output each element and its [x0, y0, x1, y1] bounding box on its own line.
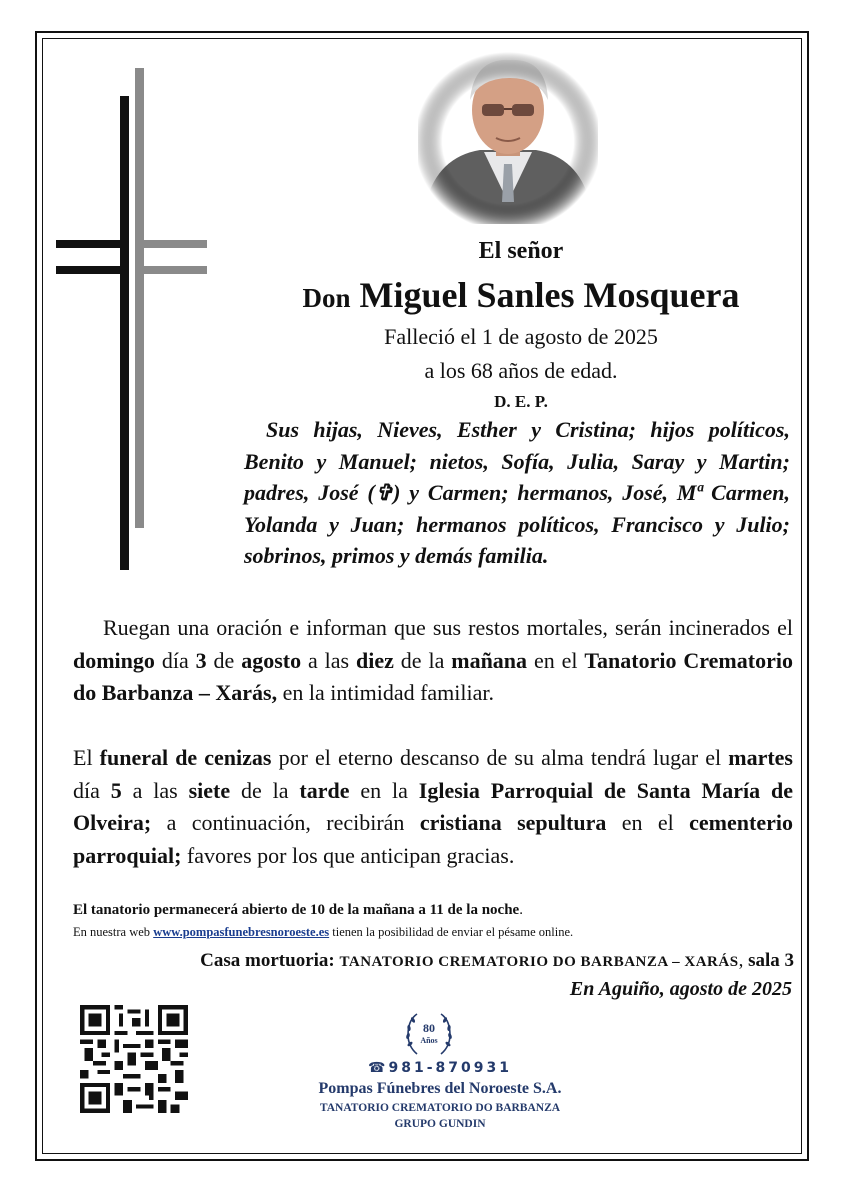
age-line: a los 68 años de edad. [424, 358, 618, 383]
name-text: Miguel Sanles Mosquera [359, 275, 740, 315]
website-link[interactable]: www.pompasfunebresnoroeste.es [153, 925, 330, 939]
company-name: Pompas Fúnebres del Noroeste S.A. [318, 1080, 562, 1097]
opening-hours-note: El tanatorio permanecerá abierto de 10 de la mañana a 11 de la noche. [73, 902, 523, 918]
death-date: Falleció el 1 de agosto de 2025 [384, 324, 658, 349]
phone-icon: ☎ [368, 1060, 389, 1076]
qr-code-icon[interactable] [80, 1005, 188, 1113]
portrait-photo [418, 52, 598, 224]
family-list: Sus hijas, Nieves, Esther y Cristina; hijos políticos, Benito y Manuel; nietos, Sofía, Julia, Saray y Martin; padres, José (✞) y Carmen; hermanos, José, Mª Carmen, Yolanda y Juan; hermanos políticos, Francisco y Julio; sobrinos, primos y demás familia. [244, 417, 790, 568]
badge-years: Años [420, 1036, 438, 1045]
title-prefix: El señor [478, 238, 564, 264]
casa-mortuoria: Casa mortuoria: TANATORIO CREMATORIO DO BARBANZA – XARÁS, sala 3 [200, 950, 794, 971]
dep-line: D. E. P. [494, 392, 548, 411]
funeral-paragraph: El funeral de cenizas por el eterno descanso de su alma tendrá lugar el martes día 5 a las siete de la tarde en la Iglesia Parroquial de Santa María de Olveira; a continuación, recibirán cristiana sepultura en el cementerio parroquial; favores por los que anticipan gracias. [73, 745, 793, 868]
honorific: Don [302, 283, 351, 313]
place-date: En Aguiño, agosto de 2025 [569, 978, 792, 1000]
company-group: GRUPO GUNDIN [394, 1118, 486, 1130]
web-note: En nuestra web www.pompasfunebresnoroeste.es tienen la posibilidad de enviar el pésame online. [73, 925, 574, 939]
phone-number[interactable]: ☎981-870931 [368, 1060, 512, 1076]
deceased-name [240, 274, 802, 316]
ceremony-paragraph: Ruegan una oración e informan que sus restos mortales, serán incinerados el domingo día 3 de agosto a las diez de la mañana en el Tanatorio Crematorio do Barbanza – Xarás, en la intimidad familiar. [73, 615, 793, 705]
badge-number: 80 [423, 1021, 435, 1035]
company-subtitle: TANATORIO CREMATORIO DO BARBANZA [319, 1102, 561, 1114]
anniversary-badge [401, 1008, 457, 1060]
